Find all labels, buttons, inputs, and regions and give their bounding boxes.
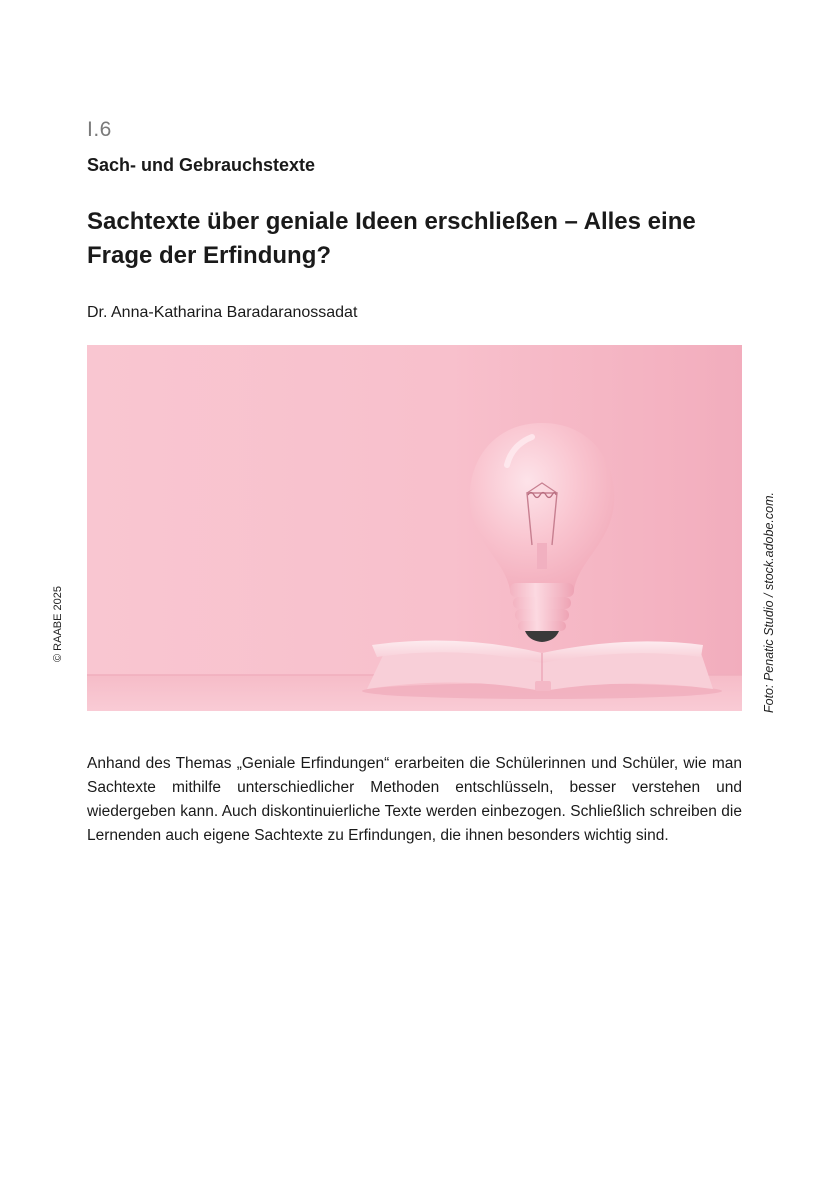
copyright-notice: © RAABE 2025 <box>52 586 64 662</box>
section-title: Sach- und Gebrauchstexte <box>87 155 316 175</box>
section-number: I.6 <box>87 118 112 141</box>
intro-paragraph: Anhand des Themas „Geniale Erfindungen“ erarbeiten die Schülerinnen und Schüler, wie man Sachtexte mithilfe unterschiedlicher Methoden entschlüsseln, besser verstehen und wiedergeben kann. Auch diskontinuierliche Texte werden einbezogen. Schließlich schreiben die Lernenden auch eigene Sachtexte zu Erfindungen, die ihnen besonders wichtig sind. <box>87 755 742 844</box>
author-name: Dr. Anna-Katharina Baradaranossadat <box>87 304 358 321</box>
wall <box>87 345 742 675</box>
article-title: Sachtexte über geniale Ideen erschließen – Alles eine Frage der Erfindung? <box>87 208 696 269</box>
photo-credit: Foto: Penatic Studio / stock.adobe.com. <box>762 492 776 713</box>
lightbulb-book-illustration <box>87 345 742 711</box>
hero-image <box>87 345 742 711</box>
